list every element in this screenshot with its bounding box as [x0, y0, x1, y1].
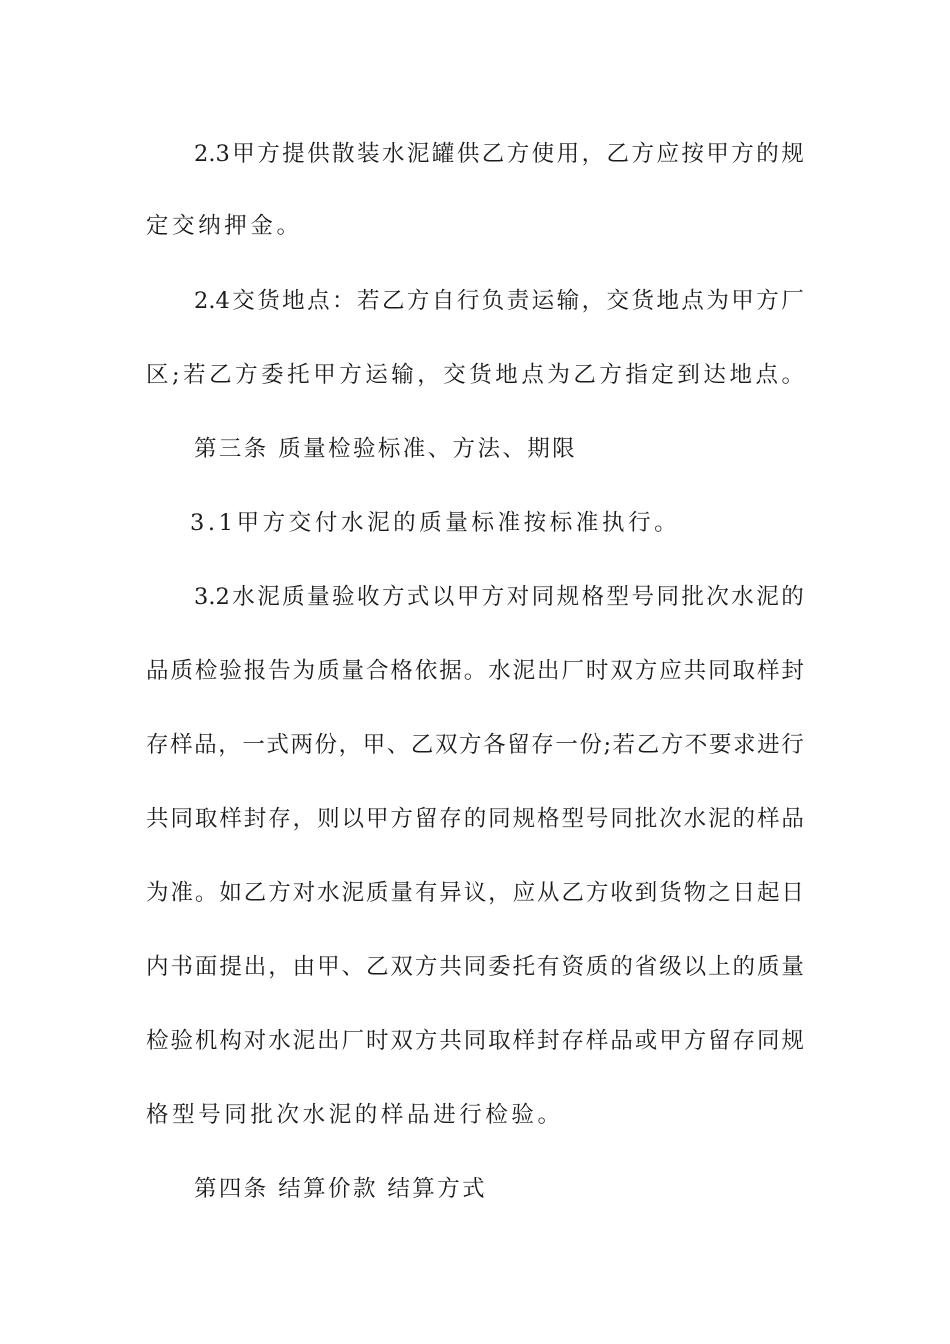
- glyph: 有: [414, 880, 438, 906]
- glyph: 方: [731, 141, 754, 167]
- glyph: 报: [243, 658, 267, 684]
- glyph: 量: [390, 880, 413, 906]
- glyph: 双: [610, 658, 633, 684]
- glyph: 之: [708, 880, 731, 906]
- glyph: 方: [339, 362, 362, 388]
- glyph: 收: [357, 584, 380, 610]
- glyph: 输: [391, 362, 414, 388]
- glyph: 责: [506, 288, 530, 314]
- glyph: 存: [268, 806, 291, 832]
- glyph: 品: [194, 732, 217, 758]
- glyph: 水: [488, 658, 511, 684]
- glyph: 行: [456, 288, 480, 314]
- glyph: 为: [146, 880, 169, 906]
- glyph: 求: [733, 732, 756, 758]
- glyph: 乙: [561, 880, 584, 906]
- text-line-1: [194, 139, 804, 169]
- glyph: 品: [610, 1028, 633, 1054]
- glyph: 行: [781, 732, 804, 758]
- glyph: 若: [357, 288, 380, 314]
- glyph: 甲: [456, 584, 480, 610]
- glyph: 自: [431, 288, 455, 314]
- glyph: 存: [439, 806, 462, 832]
- glyph: 点: [307, 288, 330, 314]
- glyph: 取: [194, 806, 218, 832]
- glyph: 水: [268, 1028, 291, 1054]
- glyph: 货: [659, 880, 682, 906]
- glyph: 3.2: [194, 584, 230, 610]
- glyph: ，: [581, 288, 605, 314]
- glyph: 甲: [706, 141, 729, 167]
- glyph: 次: [706, 584, 729, 610]
- glyph: 散: [332, 141, 355, 167]
- glyph: 品: [146, 658, 169, 684]
- glyph: 2.3: [194, 141, 230, 167]
- glyph: 对: [292, 880, 316, 906]
- glyph: 托: [512, 954, 536, 980]
- glyph: 运: [531, 288, 555, 314]
- text-line-6: 3.1甲方交付水泥的质量标准按标准执行。: [190, 510, 681, 536]
- glyph: 方: [459, 732, 482, 758]
- glyph: 一: [555, 732, 578, 758]
- text-line-7: [194, 582, 804, 612]
- glyph: 若: [183, 362, 206, 388]
- glyph: 从: [537, 880, 560, 906]
- glyph: ，: [581, 141, 605, 167]
- text-line-12: [146, 952, 804, 982]
- glyph: 省: [634, 954, 658, 980]
- glyph: 方: [756, 288, 779, 314]
- glyph: 质: [365, 880, 389, 906]
- glyph: 据: [439, 658, 462, 684]
- glyph: 各: [483, 732, 506, 758]
- glyph: 方: [599, 362, 622, 388]
- glyph: 规: [781, 1028, 804, 1054]
- glyph: 样: [756, 658, 780, 684]
- glyph: 准: [170, 880, 193, 906]
- glyph: 为: [547, 362, 570, 388]
- glyph: 构: [219, 1028, 242, 1054]
- glyph: 级: [659, 954, 682, 980]
- glyph: 用: [556, 141, 580, 167]
- glyph: 供: [307, 141, 330, 167]
- glyph: 乙: [410, 732, 434, 758]
- glyph: 供: [456, 141, 480, 167]
- glyph: 方: [585, 880, 609, 906]
- glyph: 内: [146, 954, 169, 980]
- glyph: 水: [683, 806, 707, 832]
- glyph: 面: [194, 954, 218, 980]
- glyph: 封: [781, 658, 804, 684]
- glyph: 验: [219, 658, 242, 684]
- glyph: 则: [317, 806, 340, 832]
- glyph: 方: [634, 658, 658, 684]
- glyph: 厂: [561, 658, 584, 684]
- glyph: 格: [581, 584, 605, 610]
- glyph: 甲: [232, 141, 255, 167]
- glyph: 同: [170, 806, 193, 832]
- glyph: 的: [463, 806, 487, 832]
- glyph: 同: [463, 954, 487, 980]
- glyph: 方: [683, 1028, 707, 1054]
- glyph: 方: [660, 732, 684, 758]
- section-heading-4: 第四条 结算价款 结算方式: [194, 1176, 488, 1202]
- glyph: 检: [146, 1028, 169, 1054]
- glyph: 委: [261, 362, 284, 388]
- glyph: 货: [257, 288, 280, 314]
- glyph: 存: [531, 732, 554, 758]
- glyph: 共: [146, 806, 169, 832]
- glyph: ;: [172, 362, 180, 388]
- glyph: 交: [606, 288, 630, 314]
- glyph: 地: [282, 288, 305, 314]
- glyph: 或: [634, 1028, 658, 1054]
- glyph: 日: [781, 880, 804, 906]
- glyph: 、: [386, 732, 410, 758]
- glyph: 方: [390, 806, 413, 832]
- glyph: 时: [585, 658, 609, 684]
- glyph: 提: [219, 954, 242, 980]
- glyph: 输: [556, 288, 580, 314]
- glyph: 要: [708, 732, 732, 758]
- glyph: 点: [755, 362, 778, 388]
- glyph: 对: [243, 1028, 267, 1054]
- text-line-4: [146, 360, 804, 390]
- glyph: 取: [732, 658, 756, 684]
- glyph: 共: [439, 1028, 462, 1054]
- glyph: 点: [681, 288, 704, 314]
- glyph: 乙: [573, 362, 596, 388]
- glyph: 同: [463, 1028, 487, 1054]
- glyph: 检: [194, 658, 218, 684]
- glyph: 号: [585, 806, 609, 832]
- glyph: 乙: [636, 732, 660, 758]
- glyph: 泥: [512, 658, 536, 684]
- glyph: 乙: [243, 880, 267, 906]
- glyph: 份: [314, 732, 338, 758]
- glyph: 以: [341, 806, 365, 832]
- glyph: 区: [146, 362, 169, 388]
- glyph: 泥: [756, 584, 779, 610]
- glyph: 点: [521, 362, 544, 388]
- glyph: 为: [706, 288, 729, 314]
- text-line-2: 定交纳押金。: [146, 213, 303, 239]
- glyph: 两: [290, 732, 313, 758]
- glyph: 乙: [606, 141, 630, 167]
- glyph: 乙: [209, 362, 232, 388]
- glyph: 装: [357, 141, 380, 167]
- glyph: 存: [146, 732, 169, 758]
- glyph: 甲: [362, 732, 386, 758]
- glyph: 告: [268, 658, 291, 684]
- glyph: 依: [414, 658, 438, 684]
- glyph: 双: [390, 954, 413, 980]
- glyph: 存: [732, 1028, 756, 1054]
- glyph: 货: [631, 288, 654, 314]
- glyph: 量: [781, 954, 804, 980]
- glyph: 2.4: [194, 288, 230, 314]
- glyph: ，: [292, 806, 316, 832]
- glyph: 式: [406, 584, 430, 610]
- glyph: 质: [317, 658, 340, 684]
- text-line-11: [146, 878, 804, 908]
- glyph: 指: [625, 362, 648, 388]
- glyph: 异: [439, 880, 462, 906]
- glyph: 应: [512, 880, 536, 906]
- glyph: 到: [634, 880, 658, 906]
- glyph: 书: [170, 954, 193, 980]
- text-line-8: [146, 656, 804, 686]
- glyph: 的: [756, 141, 779, 167]
- glyph: 质: [282, 584, 305, 610]
- glyph: 批: [681, 584, 704, 610]
- glyph: 方: [414, 954, 438, 980]
- glyph: 资: [561, 954, 584, 980]
- glyph: 封: [537, 1028, 560, 1054]
- glyph: 留: [708, 1028, 731, 1054]
- glyph: 同: [531, 584, 555, 610]
- glyph: 同: [656, 584, 679, 610]
- glyph: 泥: [257, 584, 280, 610]
- glyph: 同: [708, 658, 731, 684]
- glyph: 应: [656, 141, 679, 167]
- glyph: 议: [463, 880, 487, 906]
- glyph: 泥: [341, 880, 365, 906]
- glyph: 乙: [365, 954, 389, 980]
- text-line-14: 格型号同批次水泥的样品进行检验。: [146, 1102, 564, 1128]
- glyph: 份: [579, 732, 602, 758]
- glyph: 量: [307, 584, 330, 610]
- glyph: 存: [561, 1028, 584, 1054]
- glyph: 式: [266, 732, 289, 758]
- glyph: 的: [732, 954, 756, 980]
- glyph: 质: [756, 954, 780, 980]
- glyph: 不: [684, 732, 708, 758]
- glyph: 方: [414, 1028, 438, 1054]
- glyph: 。: [781, 362, 804, 388]
- glyph: 交: [232, 288, 255, 314]
- glyph: 甲: [313, 362, 336, 388]
- glyph: 物: [683, 880, 707, 906]
- glyph: ，: [417, 362, 440, 388]
- text-line-3: [194, 286, 804, 316]
- glyph: 共: [439, 954, 462, 980]
- glyph: 按: [681, 141, 704, 167]
- glyph: 方: [406, 288, 430, 314]
- glyph: 取: [488, 1028, 511, 1054]
- glyph: 运: [365, 362, 388, 388]
- glyph: 若: [612, 732, 636, 758]
- glyph: 水: [232, 584, 255, 610]
- glyph: 。: [463, 658, 487, 684]
- glyph: 甲: [365, 806, 389, 832]
- glyph: 厂: [781, 288, 804, 314]
- glyph: 地: [729, 362, 752, 388]
- glyph: ，: [488, 880, 511, 906]
- glyph: 负: [481, 288, 505, 314]
- glyph: 收: [610, 880, 633, 906]
- glyph: 上: [708, 954, 731, 980]
- glyph: 方: [481, 584, 505, 610]
- glyph: 双: [390, 1028, 413, 1054]
- glyph: 。: [194, 880, 218, 906]
- glyph: 同: [610, 806, 633, 832]
- glyph: 达: [703, 362, 726, 388]
- glyph: 封: [243, 806, 267, 832]
- glyph: 的: [610, 954, 633, 980]
- glyph: 水: [317, 880, 340, 906]
- glyph: 样: [585, 1028, 609, 1054]
- glyph: 样: [170, 732, 193, 758]
- glyph: 如: [219, 880, 242, 906]
- glyph: 验: [332, 584, 355, 610]
- glyph: 共: [683, 658, 707, 684]
- glyph: 时: [365, 1028, 389, 1054]
- glyph: 合: [365, 658, 389, 684]
- glyph: 同: [488, 806, 511, 832]
- glyph: 批: [634, 806, 658, 832]
- glyph: 起: [756, 880, 780, 906]
- glyph: 为: [292, 658, 316, 684]
- glyph: 型: [606, 584, 630, 610]
- glyph: 进: [757, 732, 780, 758]
- glyph: 有: [537, 954, 560, 980]
- glyph: 格: [390, 658, 413, 684]
- glyph: 、: [341, 954, 365, 980]
- glyph: ：: [332, 288, 355, 314]
- glyph: 机: [194, 1028, 218, 1054]
- glyph: 同: [756, 1028, 780, 1054]
- glyph: 规: [556, 584, 580, 610]
- glyph: 规: [512, 806, 536, 832]
- glyph: 提: [282, 141, 305, 167]
- glyph: 水: [731, 584, 754, 610]
- glyph: 双: [434, 732, 458, 758]
- glyph: 罐: [431, 141, 455, 167]
- glyph: 量: [341, 658, 365, 684]
- glyph: 定: [651, 362, 674, 388]
- glyph: 次: [659, 806, 682, 832]
- glyph: 留: [507, 732, 530, 758]
- glyph: 托: [287, 362, 310, 388]
- glyph: 泥: [406, 141, 430, 167]
- glyph: 方: [506, 141, 530, 167]
- glyph: 交: [443, 362, 466, 388]
- glyph: 到: [677, 362, 700, 388]
- glyph: ，: [268, 954, 291, 980]
- glyph: 留: [414, 806, 438, 832]
- glyph: ;: [603, 732, 612, 758]
- glyph: 方: [235, 362, 258, 388]
- glyph: 方: [268, 880, 291, 906]
- glyph: 甲: [659, 1028, 682, 1054]
- glyph: 日: [732, 880, 756, 906]
- glyph: 应: [659, 658, 682, 684]
- glyph: 厂: [341, 1028, 365, 1054]
- glyph: 货: [469, 362, 492, 388]
- glyph: 号: [631, 584, 654, 610]
- text-line-9: [146, 730, 804, 760]
- glyph: ，: [338, 732, 362, 758]
- glyph: 由: [292, 954, 316, 980]
- glyph: 出: [243, 954, 267, 980]
- glyph: 方: [631, 141, 654, 167]
- glyph: 方: [257, 141, 280, 167]
- glyph: 方: [381, 584, 405, 610]
- glyph: 乙: [381, 288, 405, 314]
- glyph: 规: [781, 141, 804, 167]
- glyph: 的: [732, 806, 756, 832]
- glyph: 样: [512, 1028, 536, 1054]
- glyph: 出: [537, 658, 560, 684]
- glyph: 泥: [708, 806, 731, 832]
- glyph: 的: [781, 584, 804, 610]
- glyph: 对: [506, 584, 530, 610]
- glyph: ，: [218, 732, 241, 758]
- glyph: 验: [170, 1028, 193, 1054]
- text-line-13: [146, 1026, 804, 1056]
- glyph: 水: [381, 141, 405, 167]
- glyph: 品: [781, 806, 804, 832]
- glyph: 泥: [292, 1028, 316, 1054]
- glyph: 地: [656, 288, 679, 314]
- glyph: 样: [219, 806, 242, 832]
- glyph: 以: [683, 954, 707, 980]
- glyph: 委: [488, 954, 511, 980]
- glyph: 甲: [317, 954, 340, 980]
- glyph: 一: [242, 732, 265, 758]
- glyph: 使: [531, 141, 555, 167]
- text-line-10: [146, 804, 804, 834]
- glyph: 质: [585, 954, 609, 980]
- glyph: 格: [537, 806, 560, 832]
- glyph: 质: [170, 658, 193, 684]
- glyph: 地: [495, 362, 518, 388]
- glyph: 甲: [731, 288, 754, 314]
- glyph: 出: [317, 1028, 340, 1054]
- glyph: 以: [431, 584, 455, 610]
- section-heading-3: 第三条 质量检验标准、方法、期限: [194, 436, 578, 462]
- glyph: 样: [756, 806, 780, 832]
- glyph: 型: [561, 806, 584, 832]
- glyph: 乙: [481, 141, 505, 167]
